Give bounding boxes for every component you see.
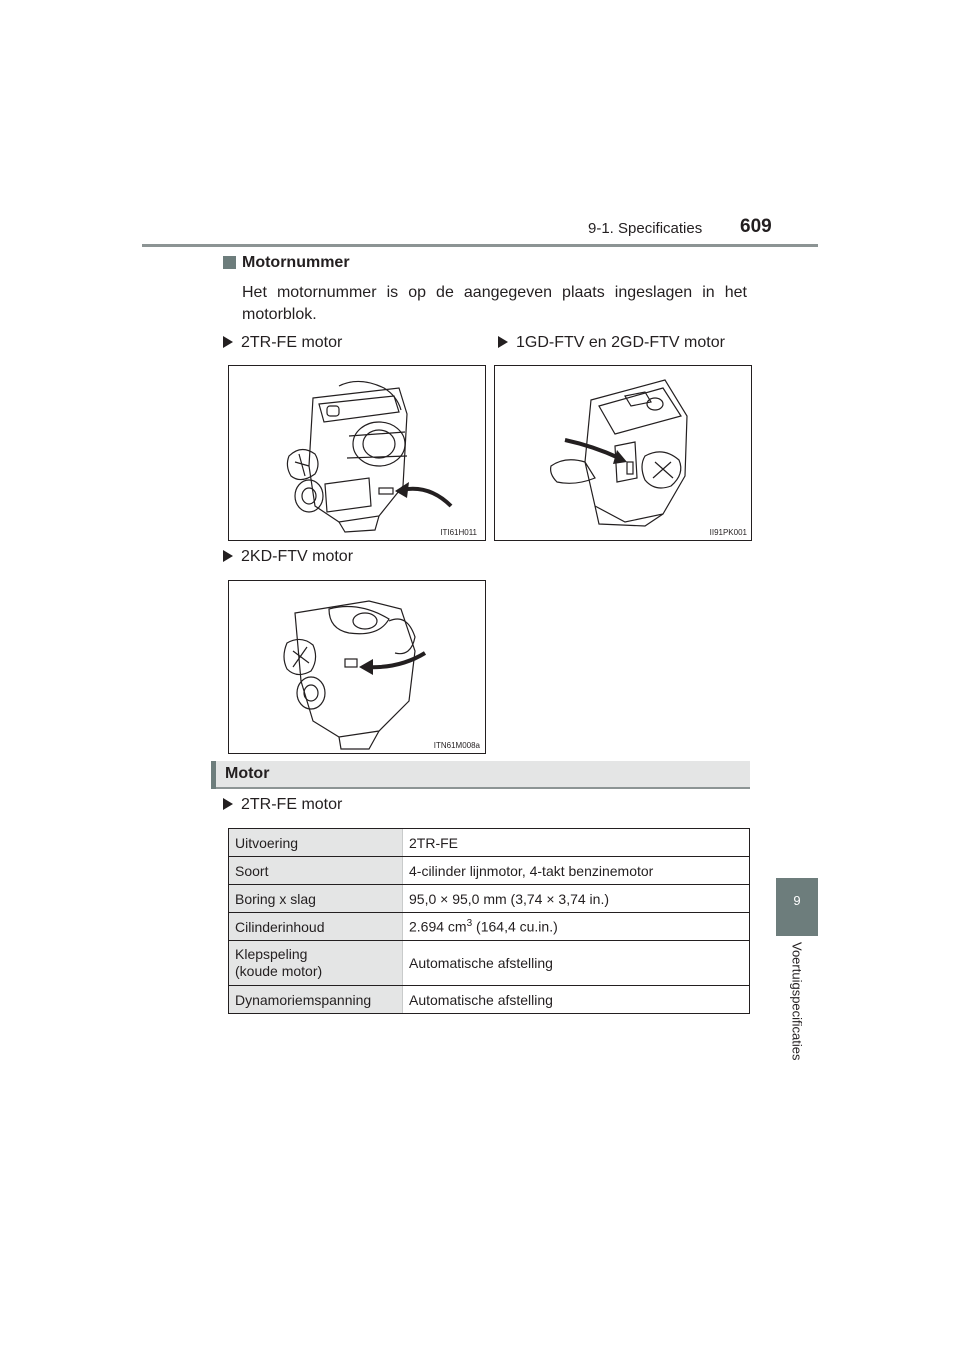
header-rule [142, 244, 818, 247]
spec-value: 2.694 $cm^3$ (164,4 cu.in.) [403, 913, 750, 941]
triangle-bullet-icon [223, 550, 233, 562]
spec-value: 95,0 × 95,0 mm (3,74 × 3,74 in.) [403, 885, 750, 913]
chapter-label: Voertuigspecificaties [789, 942, 805, 1061]
spec-value: Automatische afstelling [403, 986, 750, 1014]
spec-key: Soort [229, 857, 403, 885]
table-row [229, 857, 750, 885]
figure-code: ITN61M008a [433, 741, 480, 750]
spec-value: Automatische afstelling [403, 941, 750, 986]
triangle-bullet-icon [223, 798, 233, 810]
section-square-icon [223, 256, 236, 269]
engine-illustration-2tr-fe [228, 365, 486, 541]
spec-key: Cilinderinhoud [229, 913, 403, 941]
triangle-bullet-icon [498, 336, 508, 348]
table-row [229, 941, 750, 986]
triangle-bullet-icon [223, 336, 233, 348]
engine-illustration-2kd-ftv [228, 580, 486, 754]
table-row [229, 829, 750, 857]
table-row [229, 885, 750, 913]
motor-section-title: Motor [225, 765, 270, 782]
section-accent [211, 761, 216, 789]
spec-key: Uitvoering [229, 829, 403, 857]
page-number: 609 [740, 216, 772, 237]
figure-code: II91PK001 [709, 528, 747, 537]
motor-section-bar [211, 761, 750, 789]
figure-caption: 1GD-FTV en 2GD-FTV motor [498, 334, 725, 352]
spec-value: 4-cilinder lijnmotor, 4-takt benzinemotor [403, 857, 750, 885]
table-row [229, 986, 750, 1014]
figure-caption: 2TR-FE motor [223, 334, 342, 352]
table-caption: 2TR-FE motor [223, 796, 342, 814]
chapter-tab: 9 [776, 878, 818, 936]
spec-key: Boring x slag [229, 885, 403, 913]
engine-spec-table [228, 828, 750, 1014]
section-header: 9-1. Specificaties [588, 220, 703, 237]
spec-key: Dynamoriemspanning [229, 986, 403, 1014]
section-heading: Motornummer [242, 254, 350, 271]
engine-illustration-1gd-2gd [494, 365, 752, 541]
figure-caption: 2KD-FTV motor [223, 548, 353, 566]
spec-value: 2TR-FE [403, 829, 750, 857]
section-paragraph: Het motornummer is op de aangegeven plaats ingeslagen in het motorblok. [242, 284, 747, 323]
table-row [229, 913, 750, 941]
spec-key: Klepspeling (koude motor) [229, 941, 403, 986]
figure-code: ITI61H011 [440, 528, 477, 537]
